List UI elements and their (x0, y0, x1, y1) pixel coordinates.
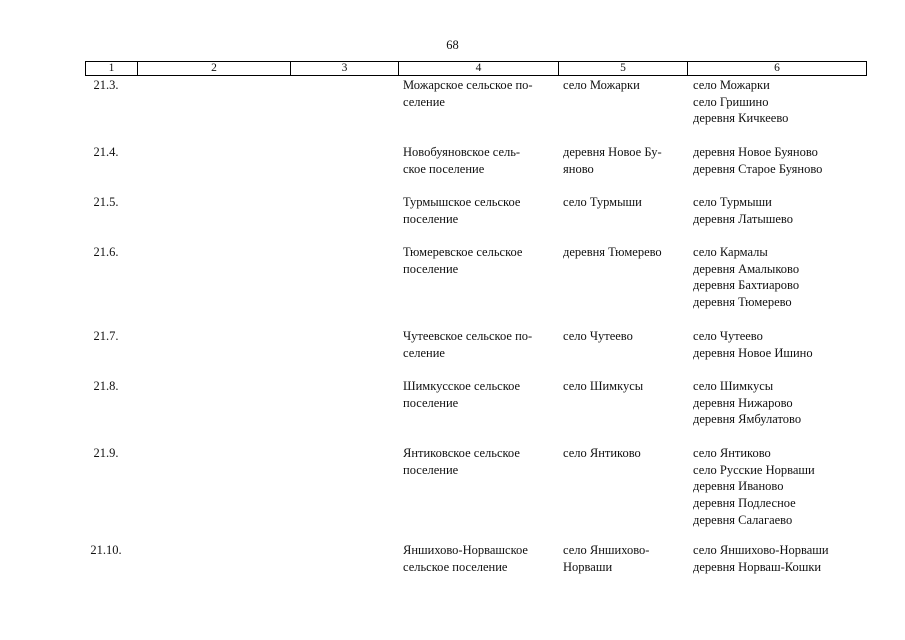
localities-list-line: село Турмыши (693, 195, 772, 209)
page-number: 68 (446, 38, 459, 52)
administrative-center (558, 144, 687, 177)
administrative-center-line: село Шимкусы (563, 379, 644, 393)
administrative-center-line: деревня Тюмерево (563, 245, 662, 259)
settlement-name (398, 378, 558, 428)
settlement-name-line: поселение (403, 261, 459, 276)
settlement-name-line: Янтиковское сельское (403, 446, 520, 460)
settlement-name-line: ское поселение (403, 161, 485, 176)
table-row (85, 445, 865, 529)
administrative-center (558, 378, 687, 428)
administrative-center-line: Норваши (563, 559, 613, 574)
settlement-name-line: сельское поселение (403, 559, 508, 574)
empty-cell-3 (290, 328, 398, 361)
settlement-name (398, 144, 558, 177)
localities-list-line: деревня Латышево (693, 211, 793, 226)
settlement-name-line: Тюмеревское сельское (403, 245, 523, 259)
row-number: 21.7. (93, 329, 119, 343)
table-row (85, 328, 865, 361)
administrative-center (558, 194, 687, 227)
administrative-center (558, 77, 687, 127)
table-header (85, 61, 867, 76)
localities-list (687, 194, 865, 227)
localities-list-line: село Шимкусы (693, 379, 774, 393)
localities-list (687, 378, 865, 428)
empty-cell-3 (290, 445, 398, 529)
localities-list-line: село Чутеево (693, 329, 763, 343)
settlement-name-line: селение (403, 94, 445, 109)
localities-list (687, 144, 865, 177)
settlement-name-line: Яншихово-Норвашское (403, 543, 528, 557)
settlement-name-line: Можарское сельское по- (403, 78, 533, 92)
empty-cell-2 (137, 194, 290, 227)
localities-list-line: деревня Амалыково (693, 261, 800, 276)
localities-list-line: деревня Иваново (693, 479, 784, 494)
empty-cell-3 (290, 378, 398, 428)
row-number: 21.9. (93, 446, 119, 460)
localities-list-line: деревня Новое Ишино (693, 345, 813, 360)
empty-cell-3 (290, 542, 398, 575)
administrative-center (558, 244, 687, 311)
localities-list-line: село Можарки (693, 78, 770, 92)
row-number: 21.6. (93, 245, 119, 259)
table-row (85, 144, 865, 177)
administrative-center-line: село Яншихово- (563, 543, 650, 557)
localities-list-line: деревня Новое Буяново (693, 145, 818, 159)
localities-list-line: деревня Подлесное (693, 496, 796, 511)
empty-cell-3 (290, 244, 398, 311)
settlement-name-line: селение (403, 345, 445, 360)
row-number: 21.8. (93, 379, 119, 393)
localities-list-line: деревня Ямбулатово (693, 412, 802, 427)
empty-cell-3 (290, 77, 398, 127)
empty-cell-2 (137, 244, 290, 311)
localities-list-line: деревня Старое Буяново (693, 161, 823, 176)
settlement-name-line: Чутеевское сельское по- (403, 329, 533, 343)
administrative-center-line: село Можарки (563, 78, 640, 92)
table-row (85, 542, 865, 575)
settlement-name-line: поселение (403, 462, 459, 477)
row-number: 21.3. (93, 78, 119, 92)
administrative-center-line: село Янтиково (563, 446, 641, 460)
empty-cell-3 (290, 194, 398, 227)
header-cell-6: 6 (774, 62, 780, 74)
localities-list (687, 328, 865, 361)
administrative-center (558, 542, 687, 575)
header-cell-1: 1 (86, 62, 138, 75)
empty-cell-2 (137, 77, 290, 127)
administrative-center-line: деревня Новое Бу- (563, 145, 662, 159)
table-row (85, 77, 865, 127)
localities-list-line: деревня Тюмерево (693, 295, 792, 310)
empty-cell-2 (137, 378, 290, 428)
administrative-center (558, 328, 687, 361)
localities-list-line: деревня Бахтиарово (693, 278, 800, 293)
administrative-center (558, 445, 687, 529)
settlement-name (398, 77, 558, 127)
localities-list-line: село Русские Норваши (693, 462, 815, 477)
settlement-name-line: поселение (403, 395, 459, 410)
localities-list-line: село Яншихово-Норваши (693, 543, 829, 557)
localities-list-line: деревня Салагаево (693, 512, 793, 527)
row-number: 21.10. (90, 543, 122, 557)
localities-list-line: село Кармалы (693, 245, 768, 259)
empty-cell-2 (137, 144, 290, 177)
administrative-center-line: яново (563, 161, 594, 176)
localities-list (687, 445, 865, 529)
row-number: 21.5. (93, 195, 119, 209)
empty-cell-2 (137, 328, 290, 361)
row-number: 21.4. (93, 145, 119, 159)
header-cell-4: 4 (399, 62, 559, 75)
settlement-name-line: поселение (403, 211, 459, 226)
empty-cell-3 (290, 144, 398, 177)
localities-list (687, 77, 865, 127)
localities-list-line: село Гришино (693, 94, 769, 109)
settlement-name (398, 194, 558, 227)
empty-cell-2 (137, 542, 290, 575)
localities-list (687, 244, 865, 311)
settlement-name-line: Новобуяновское сель- (403, 145, 521, 159)
header-cell-2: 2 (138, 62, 291, 75)
localities-list-line: деревня Кичкеево (693, 111, 789, 126)
settlement-name-line: Шимкусское сельское (403, 379, 521, 393)
empty-cell-2 (137, 445, 290, 529)
header-cell-3: 3 (291, 62, 399, 75)
settlement-name (398, 244, 558, 311)
localities-list (687, 542, 865, 575)
settlement-name (398, 445, 558, 529)
table-row (85, 244, 865, 311)
settlement-name (398, 328, 558, 361)
localities-list-line: деревня Нижарово (693, 395, 793, 410)
administrative-center-line: село Турмыши (563, 195, 642, 209)
settlement-name (398, 542, 558, 575)
administrative-center-line: село Чутеево (563, 329, 633, 343)
table-row (85, 378, 865, 428)
localities-list-line: село Янтиково (693, 446, 771, 460)
settlement-name-line: Турмышское сельское (403, 195, 521, 209)
localities-list-line: деревня Норваш-Кошки (693, 559, 822, 574)
table-row (85, 194, 865, 227)
header-cell-5: 5 (559, 62, 688, 75)
